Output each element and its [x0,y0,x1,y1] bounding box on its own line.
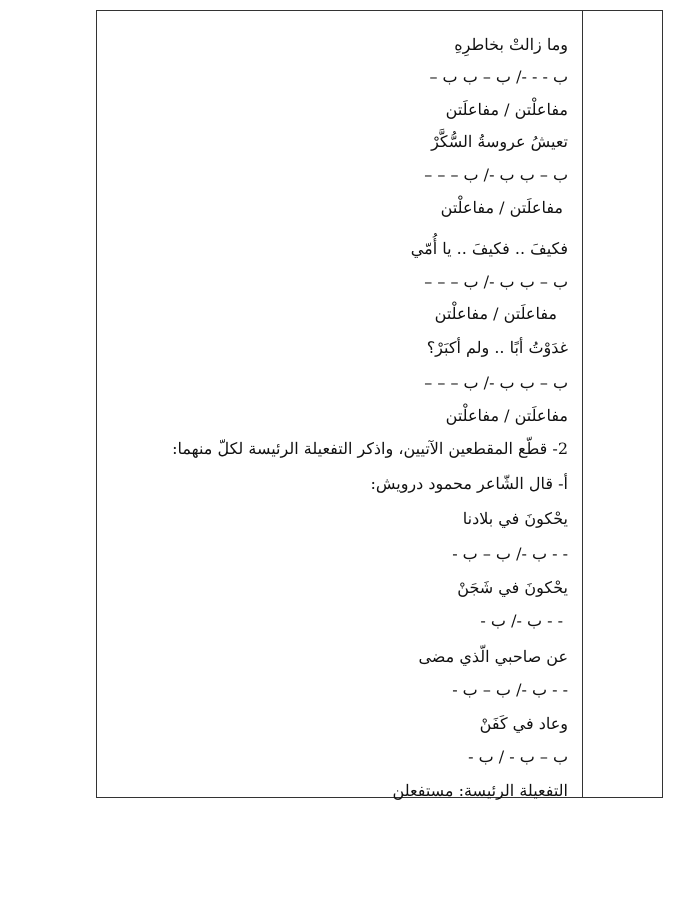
meter-line-4: مفاعلَتن / مفاعلْتن [445,406,568,425]
meter-line-3: مفاعلَتن / مفاعلْتن [434,304,557,323]
poem-line-1: يحْكونَ في بلادنا [462,509,568,528]
main-meter-note: التفعيلة الرئيسة: مستفعلن [392,781,568,800]
verse-line-2: تعيشُ عروسةُ السُّكَّرْ [431,132,568,151]
meter-line-2: مفاعلَتن / مفاعلْتن [440,198,563,217]
scansion-line-4: ب – ب ب -/ ب – – – [424,373,568,392]
scansion-line-2: ب – ب ب -/ ب – – – [424,165,568,184]
poem-scansion-2: - - ب -/ ب - [480,611,563,630]
poem-scansion-1: - - ب -/ ب – ب - [452,544,568,563]
poem-line-3: عن صاحبي الّذي مضى [418,647,568,666]
poem-line-2: يحْكونَ في شَجَنْ [457,578,568,597]
verse-line-1: وما زالتْ بخاطرِهِ [454,35,568,54]
scansion-line-3: ب – ب ب -/ ب – – – [424,272,568,291]
poem-line-4: وعاد في كَفَنْ [479,714,568,733]
section-a-heading: أ- قال الشّاعر محمود درويش: [370,474,568,493]
poem-scansion-3: - - ب -/ ب – ب - [452,680,568,699]
meter-line-1: مفاعلْتن / مفاعلَتن [445,100,568,119]
poem-scansion-4: ب – ب - / ب - [468,747,568,766]
scansion-line-1: ب - - -/ ب – ب ب – [429,67,568,86]
verse-line-3: فكيفَ .. فكيفَ .. يا أُمّي [410,239,568,258]
side-cell [583,11,662,797]
verse-line-4: غدَوْتُ أبًا .. ولم أكبَرْ؟ [426,338,568,357]
exercise-heading: 2- قطّع المقطعين الآتيين، واذكر التفعيلة الرئيسة لكلّ منهما: [172,439,568,458]
content-cell [97,11,581,800]
document-table [96,10,663,798]
